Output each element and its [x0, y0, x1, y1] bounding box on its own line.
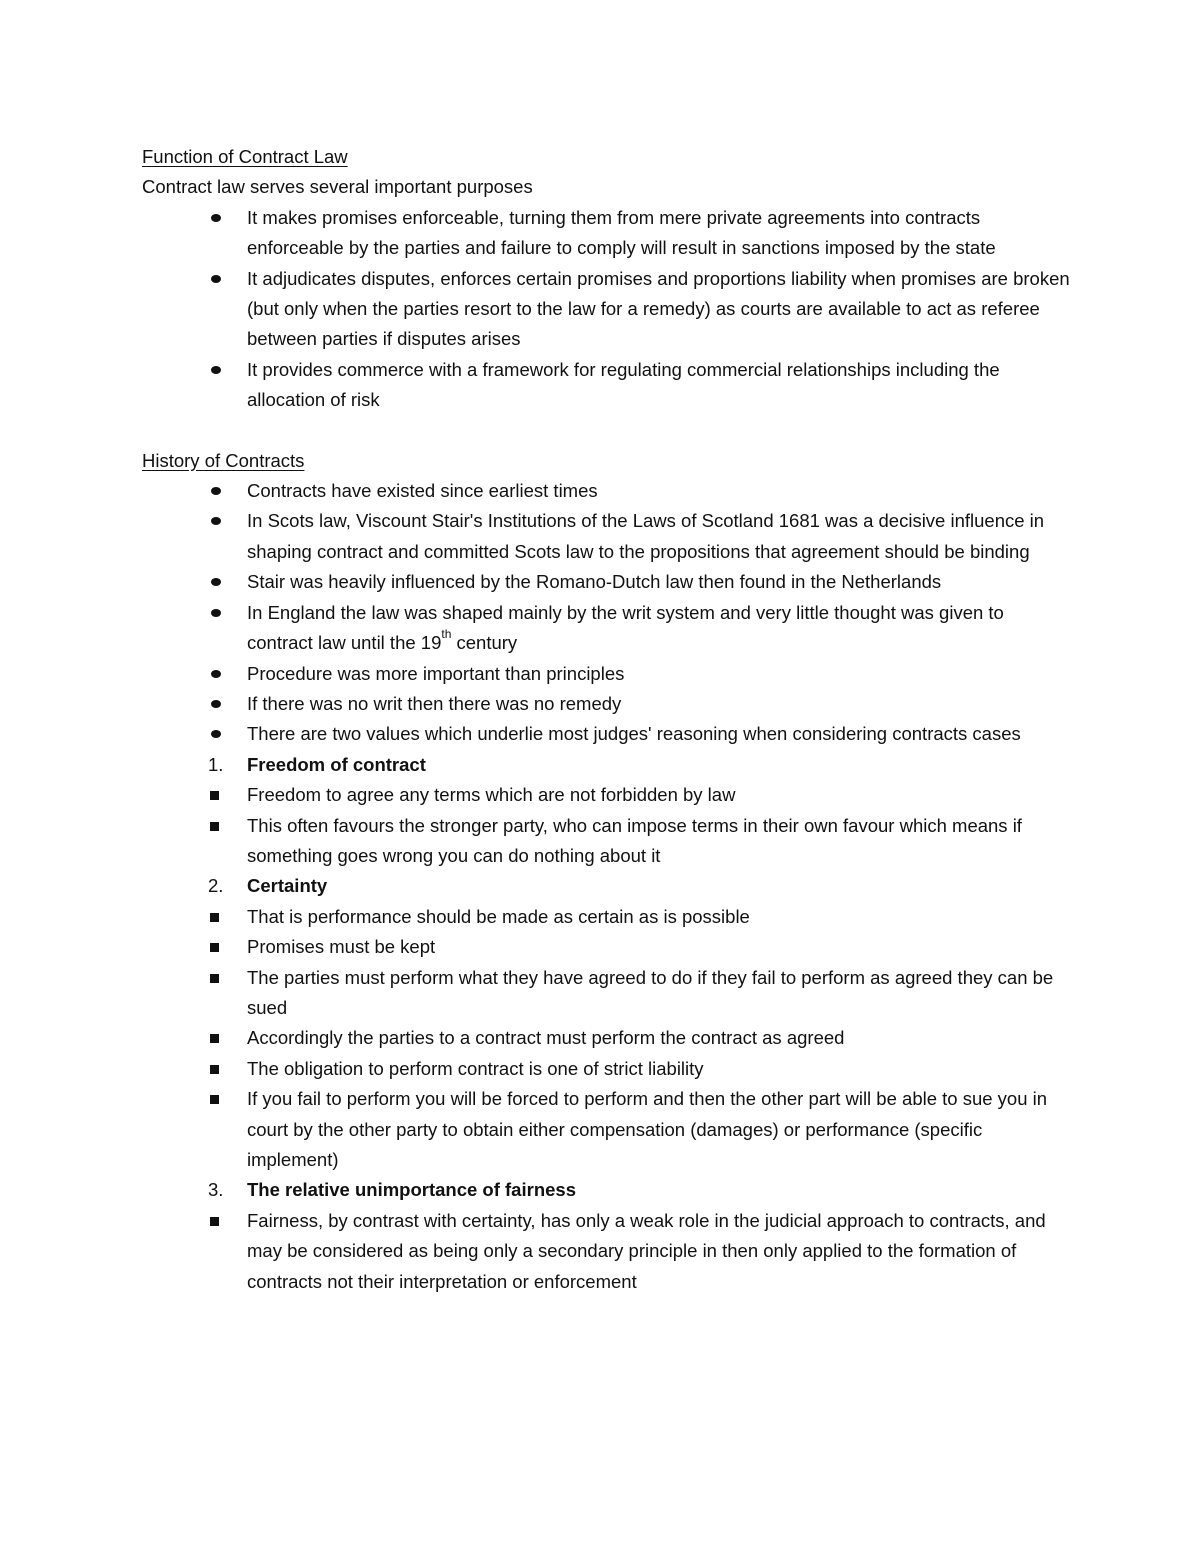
- section-heading-history: History of Contracts: [142, 449, 305, 471]
- list-item: In England the law was shaped mainly by the writ system and very little thought was given to contract law until the 19th century: [142, 598, 1072, 659]
- list-item: Stair was heavily influenced by the Romano-Dutch law then found in the Netherlands: [142, 567, 1072, 597]
- square-bullet-icon: [208, 963, 238, 993]
- bullet-icon: [208, 476, 238, 506]
- list-item: Freedom to agree any terms which are not forbidden by law: [142, 780, 1072, 810]
- square-bullet-icon: [208, 902, 238, 932]
- document-content: [142, 142, 1072, 1297]
- list-number: 2.: [208, 875, 224, 897]
- list-item: The obligation to perform contract is one of strict liability: [142, 1054, 1072, 1084]
- list-item: It makes promises enforceable, turning them from mere private agreements into contracts enforceable by the parties and failure to comply will result in sanctions imposed by the state: [142, 203, 1072, 264]
- bullet-icon: [208, 598, 238, 628]
- history-bullet-list: [142, 476, 1072, 1297]
- list-item: Accordingly the parties to a contract must perform the contract as agreed: [142, 1023, 1072, 1053]
- numbered-item-certainty: 2. Certainty: [142, 871, 1072, 901]
- square-bullet-icon: [208, 1023, 238, 1053]
- list-item: Promises must be kept: [142, 932, 1072, 962]
- list-item: If there was no writ then there was no remedy: [142, 689, 1072, 719]
- bullet-icon: [208, 506, 238, 536]
- list-item: This often favours the stronger party, who can impose terms in their own favour which means if something goes wrong you can do nothing about it: [142, 811, 1072, 872]
- square-bullet-icon: [208, 1084, 238, 1114]
- numbered-item-freedom: 1. Freedom of contract: [142, 750, 1072, 780]
- square-bullet-icon: [208, 780, 238, 810]
- numbered-item-fairness: 3. The relative unimportance of fairness: [142, 1175, 1072, 1205]
- list-item: It adjudicates disputes, enforces certain promises and proportions liability when promises are broken (but only when the parties resort to the law for a remedy) as courts are available to act as referee between parties if disputes arises: [142, 264, 1072, 355]
- function-bullet-list: [142, 203, 1072, 416]
- list-item: That is performance should be made as certain as is possible: [142, 902, 1072, 932]
- bullet-icon: [208, 264, 238, 294]
- list-item: Contracts have existed since earliest times: [142, 476, 1072, 506]
- list-number: 1.: [208, 753, 224, 775]
- list-item: The parties must perform what they have agreed to do if they fail to perform as agreed they can be sued: [142, 963, 1072, 1024]
- section-spacer: [142, 416, 1072, 446]
- square-bullet-icon: [208, 932, 238, 962]
- list-item: Procedure was more important than principles: [142, 659, 1072, 689]
- list-item: In Scots law, Viscount Stair's Institutions of the Laws of Scotland 1681 was a decisive influence in shaping contract and committed Scots law to the propositions that agreement should be binding: [142, 506, 1072, 567]
- list-item: Fairness, by contrast with certainty, has only a weak role in the judicial approach to contracts, and may be considered as being only a secondary principle in then only applied to the formation of contracts not their interpretation or enforcement: [142, 1206, 1072, 1297]
- square-bullet-icon: [208, 811, 238, 841]
- section-heading-function: Function of Contract Law: [142, 146, 348, 167]
- square-bullet-icon: [208, 1054, 238, 1084]
- bullet-icon: [208, 659, 238, 689]
- bullet-icon: [208, 567, 238, 597]
- bullet-icon: [208, 689, 238, 719]
- superscript: th: [441, 626, 452, 641]
- list-item: It provides commerce with a framework for regulating commercial relationships including the allocation of risk: [142, 355, 1072, 416]
- bullet-icon: [208, 203, 238, 233]
- section-intro: Contract law serves several important purposes: [142, 176, 533, 198]
- list-item: If you fail to perform you will be forced to perform and then the other part will be able to sue you in court by the other party to obtain either compensation (damages) or performance (specific implement): [142, 1084, 1072, 1175]
- square-bullet-icon: [208, 1206, 238, 1236]
- list-number: 3.: [208, 1179, 224, 1201]
- list-item: There are two values which underlie most judges' reasoning when considering contracts cases: [142, 719, 1072, 749]
- bullet-icon: [208, 719, 238, 749]
- bullet-icon: [208, 355, 238, 385]
